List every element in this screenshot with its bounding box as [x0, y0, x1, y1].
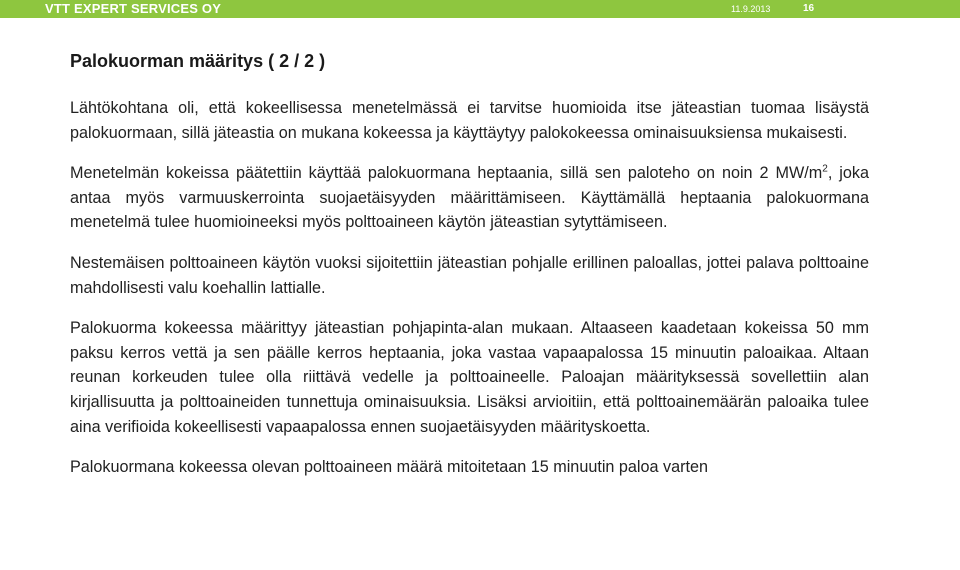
- superscript-2: 2: [822, 163, 828, 175]
- slide-body: [70, 96, 869, 480]
- paragraph-4: Palokuorma kokeessa määrittyy jäteastian pohjapinta-alan mukaan. Altaaseen kaadetaan kokeissa 50 mm paksu kerros vettä ja sen päälle kerros heptaania, joka vastaa vapaapalossa 15 minuutin paloaikaa. Altaan reunan korkeuden tulee olla riittävä vedelle ja polttoaineelle. Paloajan määrityksessä sovellettiin alan kirjallisuutta ja polttoaineiden tunnettuja ominaisuuksia. Lisäksi arvioitiin, että polttoainemäärän paloaika tulee aina verifioida kokeellisesti vapaapalossa ennen suojaetäisyyden määrityskoetta.: [70, 319, 869, 436]
- paragraph-2-part-b: , joka antaa myös varmuuskerrointa suojaetäisyyden määrittämiseen. Käyttämällä heptaania palokuormana menetelmä tulee huomioineeksi myös polttoaineen käytön jäteastian sytyttämiseen.: [70, 164, 869, 232]
- slide-title: Palokuorman määritys ( 2 / 2 ): [70, 51, 326, 71]
- paragraph-5: Palokuormana kokeessa olevan polttoaineen määrä mitoitetaan 15 minuutin paloa varten: [70, 458, 709, 477]
- paragraph-2: [70, 161, 869, 235]
- company-name: VTT EXPERT SERVICES OY: [45, 1, 222, 16]
- page-number: 16: [803, 3, 815, 14]
- paragraph-1: Lähtökohtana oli, että kokeellisessa menetelmässä ei tarvitse huomioida itse jäteastian tuomaa lisäystä palokuormaan, sillä jäteastia on mukana kokeessa ja käyttäytyy palokokeessa ominaisuuksiensa mukaisesti.: [70, 99, 869, 142]
- header-date: 11.9.2013: [731, 4, 771, 14]
- paragraph-3: Nestemäisen polttoaineen käytön vuoksi sijoitettiin jäteastian pohjalle erillinen paloallas, jottei palava polttoaine mahdollisesti valu koehallin lattialle.: [70, 253, 869, 297]
- paragraph-2-part-a: Menetelmän kokeissa päätettiin käyttää palokuormana heptaania, sillä sen paloteho on noin 2 MW/m: [70, 164, 823, 183]
- header-bar: [0, 0, 960, 18]
